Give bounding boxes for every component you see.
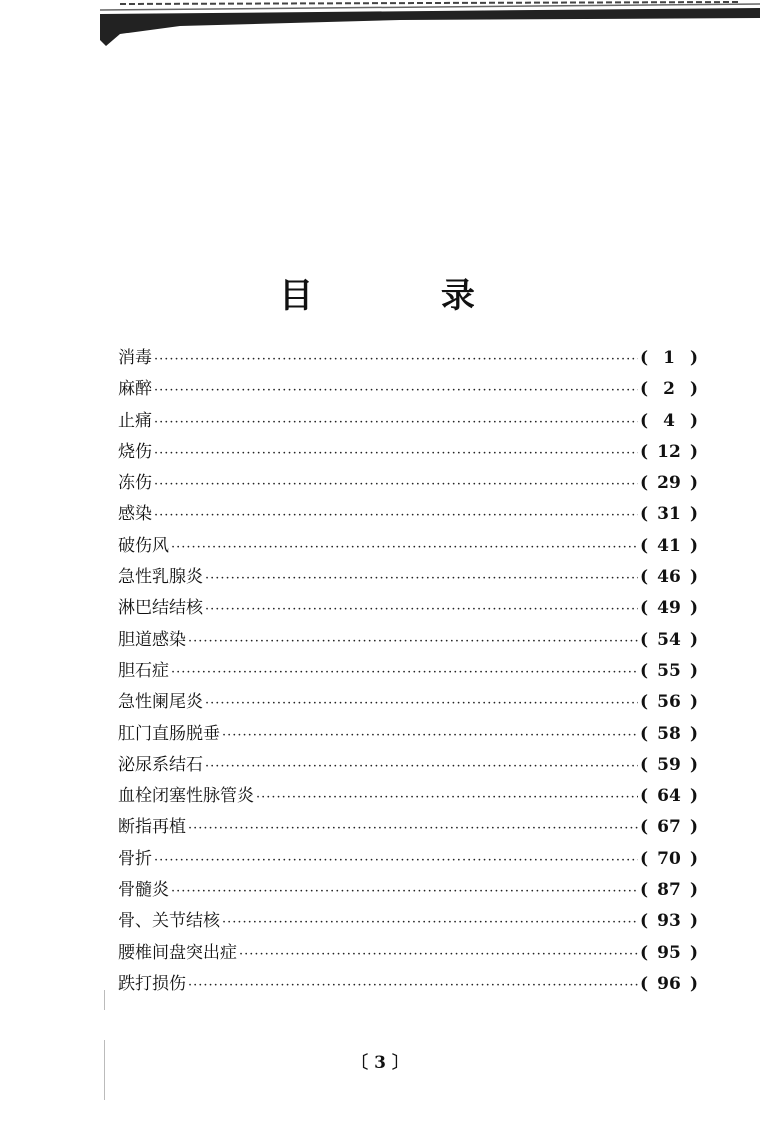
toc-entry-page: ( 93 ) xyxy=(640,906,698,937)
toc-entry xyxy=(118,437,698,468)
table-of-contents xyxy=(118,343,698,1000)
toc-entry-page: ( 49 ) xyxy=(640,593,698,624)
toc-entry-page: ( 59 ) xyxy=(640,750,698,781)
toc-entry xyxy=(118,499,698,530)
toc-entry-page: ( 56 ) xyxy=(640,687,698,718)
toc-entry xyxy=(118,750,698,781)
toc-entry xyxy=(118,468,698,499)
toc-entry-label: 断指再植 xyxy=(118,817,186,838)
toc-entry-page: ( 12 ) xyxy=(640,437,698,468)
toc-entry xyxy=(118,562,698,593)
toc-page-number: 70 xyxy=(657,848,681,869)
toc-entry-label: 淋巴结结核 xyxy=(118,598,203,619)
toc-entry-page: ( 64 ) xyxy=(640,781,698,812)
toc-page-number: 29 xyxy=(657,473,681,494)
toc-entry-label: 骨折 xyxy=(118,848,152,869)
toc-page-number: 54 xyxy=(657,629,681,650)
toc-entry xyxy=(118,812,698,843)
toc-leader-dots xyxy=(205,751,638,782)
toc-leader-dots xyxy=(205,688,638,719)
toc-leader-dots xyxy=(154,438,638,469)
toc-entry-label: 骨、关节结核 xyxy=(118,911,220,932)
toc-entry-label: 感染 xyxy=(118,504,152,525)
toc-entry-label: 胆道感染 xyxy=(118,629,186,650)
toc-leader-dots xyxy=(154,469,638,500)
toc-entry xyxy=(118,906,698,937)
toc-page-number: 12 xyxy=(657,441,681,462)
toc-page-number: 4 xyxy=(663,410,675,431)
toc-leader-dots xyxy=(222,907,638,938)
toc-page-number: 58 xyxy=(657,723,681,744)
toc-entry-page: ( 4 ) xyxy=(640,406,698,437)
toc-leader-dots xyxy=(205,594,638,625)
toc-entry-label: 骨髓炎 xyxy=(118,880,169,901)
toc-entry xyxy=(118,781,698,812)
toc-entry-page: ( 1 ) xyxy=(640,343,698,374)
toc-leader-dots xyxy=(188,626,638,657)
toc-leader-dots xyxy=(188,813,638,844)
toc-entry-page: ( 29 ) xyxy=(640,468,698,499)
toc-entry xyxy=(118,593,698,624)
toc-page-number: 59 xyxy=(657,754,681,775)
toc-entry-label: 麻醉 xyxy=(118,379,152,400)
toc-entry xyxy=(118,875,698,906)
toc-leader-dots xyxy=(154,500,638,531)
toc-page-number: 41 xyxy=(657,535,681,556)
toc-entry-page: ( 41 ) xyxy=(640,531,698,562)
toc-page-number: 96 xyxy=(657,973,681,994)
toc-entry xyxy=(118,406,698,437)
toc-entry-label: 血栓闭塞性脉管炎 xyxy=(118,786,254,807)
toc-page-number: 49 xyxy=(657,598,681,619)
toc-entry-label: 胆石症 xyxy=(118,660,169,681)
toc-page-number: 56 xyxy=(657,692,681,713)
toc-entry-label: 跌打损伤 xyxy=(118,973,186,994)
toc-entry-page: ( 87 ) xyxy=(640,875,698,906)
toc-entry-label: 急性乳腺炎 xyxy=(118,567,203,588)
toc-entry xyxy=(118,374,698,405)
toc-page-number: 31 xyxy=(657,504,681,525)
toc-page-number: 1 xyxy=(663,348,675,368)
toc-page-number: 67 xyxy=(657,817,681,838)
toc-entry-page: ( 31 ) xyxy=(640,499,698,530)
toc-leader-dots xyxy=(171,657,638,688)
toc-entry xyxy=(118,343,698,374)
toc-entry xyxy=(118,531,698,562)
toc-entry-page: ( 46 ) xyxy=(640,562,698,593)
toc-leader-dots xyxy=(205,563,638,594)
toc-entry xyxy=(118,844,698,875)
toc-leader-dots xyxy=(188,970,638,1001)
toc-entry-page: ( 55 ) xyxy=(640,656,698,687)
toc-entry-label: 急性阑尾炎 xyxy=(118,692,203,713)
toc-leader-dots xyxy=(256,782,638,813)
toc-entry-page: ( 2 ) xyxy=(640,374,698,405)
page-title: 目 录 xyxy=(279,276,533,316)
toc-entry-page: ( 54 ) xyxy=(640,625,698,656)
toc-entry-page: ( 95 ) xyxy=(640,938,698,969)
scanned-page-top-edge xyxy=(100,0,760,48)
toc-entry xyxy=(118,656,698,687)
toc-leader-dots xyxy=(154,845,638,876)
page-number: 〔 3 〕 xyxy=(351,1053,409,1073)
toc-leader-dots xyxy=(239,939,638,970)
toc-leader-dots xyxy=(154,344,638,375)
margin-mark xyxy=(104,990,105,1010)
toc-entry xyxy=(118,625,698,656)
toc-leader-dots xyxy=(154,375,638,406)
toc-entry-label: 消毒 xyxy=(118,348,152,368)
toc-entry-page: ( 67 ) xyxy=(640,812,698,843)
toc-entry-label: 泌尿系结石 xyxy=(118,754,203,775)
toc-entry-label: 冻伤 xyxy=(118,473,152,494)
toc-entry-label: 止痛 xyxy=(118,410,152,431)
toc-page-number: 93 xyxy=(657,911,681,932)
margin-mark xyxy=(104,1040,105,1100)
toc-entry xyxy=(118,938,698,969)
toc-entry-label: 肛门直肠脱垂 xyxy=(118,723,220,744)
toc-page-number: 95 xyxy=(657,942,681,963)
toc-entry-page: ( 70 ) xyxy=(640,844,698,875)
toc-entry-page: ( 58 ) xyxy=(640,719,698,750)
toc-page-number: 64 xyxy=(657,786,681,807)
toc-leader-dots xyxy=(154,407,638,438)
toc-leader-dots xyxy=(222,720,638,751)
toc-entry xyxy=(118,719,698,750)
toc-entry-label: 破伤风 xyxy=(118,535,169,556)
toc-entry xyxy=(118,687,698,718)
toc-page-number: 55 xyxy=(657,660,681,681)
toc-entry-page: ( 96 ) xyxy=(640,969,698,1000)
toc-page-number: 2 xyxy=(663,379,675,400)
toc-entry-label: 腰椎间盘突出症 xyxy=(118,942,237,963)
toc-leader-dots xyxy=(171,876,638,907)
toc-leader-dots xyxy=(171,532,638,563)
toc-entry-label: 烧伤 xyxy=(118,441,152,462)
toc-page-number: 87 xyxy=(657,880,681,901)
toc-entry xyxy=(118,969,698,1000)
toc-page-number: 46 xyxy=(657,567,681,588)
